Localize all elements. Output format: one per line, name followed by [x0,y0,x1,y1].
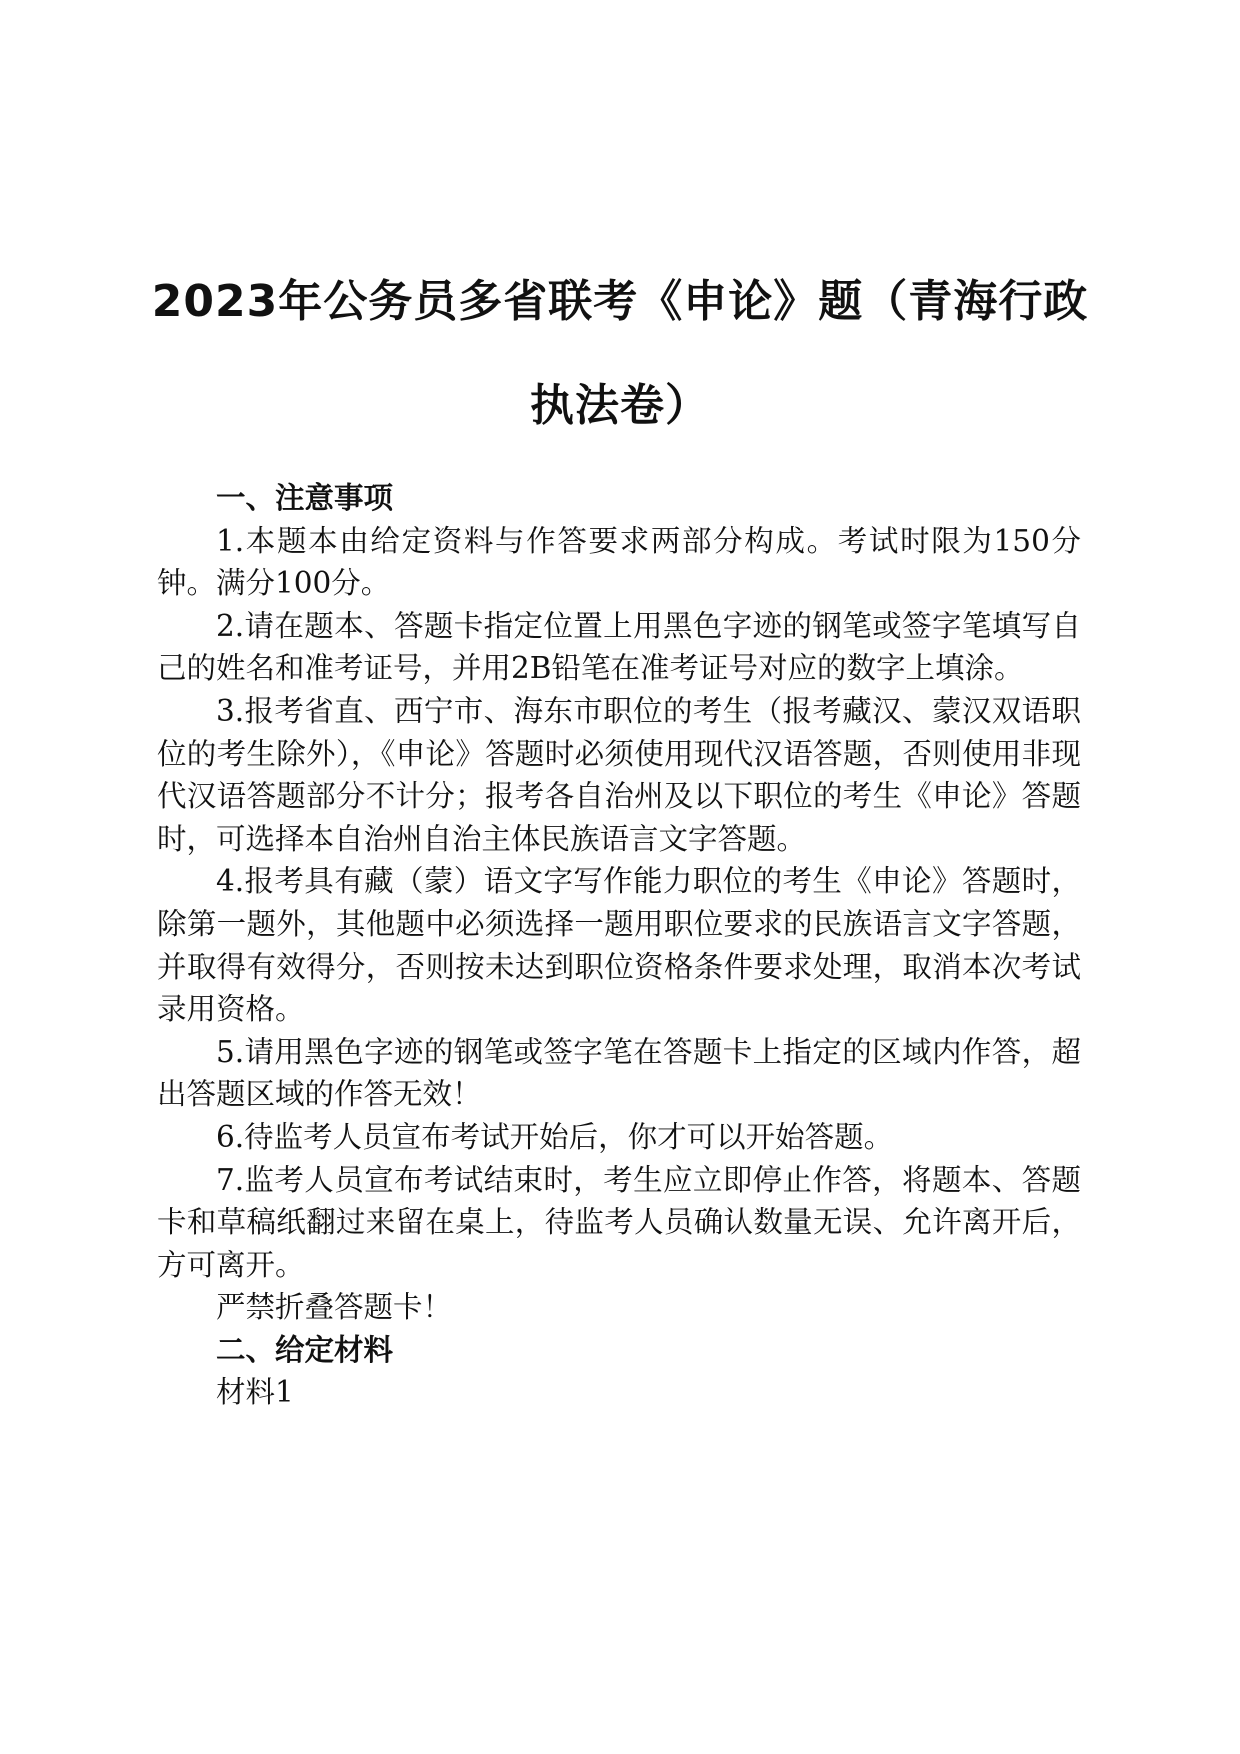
note-7: 7.监考人员宣布考试结束时，考生应立即停止作答，将题本、答题卡和草稿纸翻过来留在桌上，待监考人员确认数量无误、允许离开后，方可离开。 [157,1162,1081,1282]
note-6: 6.待监考人员宣布考试开始后，你才可以开始答题。 [216,1119,894,1154]
section-heading-materials: 二、给定材料 [216,1332,394,1367]
document-title: 2023年公务员多省联考《申论》题（青海行政执法卷） [151,276,1089,431]
material-1-label: 材料1 [216,1375,294,1410]
note-5: 5.请用黑色字迹的钢笔或签字笔在答题卡上指定的区域内作答，超出答题区域的作答无效！ [157,1034,1081,1112]
note-3: 3.报考省直、西宁市、海东市职位的考生（报考藏汉、蒙汉双语职位的考生除外），《申论》答题时必须使用现代汉语答题，否则使用非现代汉语答题部分不计分；报考各自治州及以下职位的考生《申论》答题时，可选择本自治州自治主体民族语言文字答题。 [157,693,1081,856]
warning-no-fold: 严禁折叠答题卡！ [216,1290,453,1325]
note-1: 1.本题本由给定资料与作答要求两部分构成。考试时限为150分钟。满分100分。 [157,523,1081,601]
note-2: 2.请在题本、答题卡指定位置上用黑色字迹的钢笔或签字笔填写自己的姓名和准考证号，并用2B铅笔在准考证号对应的数字上填涂。 [157,608,1081,686]
document-body [157,477,1081,1414]
note-4: 4.报考具有藏（蒙）语文字写作能力职位的考生《申论》答题时，除第一题外，其他题中必须选择一题用职位要求的民族语言文字答题，并取得有效得分，否则按未达到职位资格条件要求处理，取消本次考试录用资格。 [157,864,1081,1027]
section-heading-notes: 一、注意事项 [216,481,394,515]
